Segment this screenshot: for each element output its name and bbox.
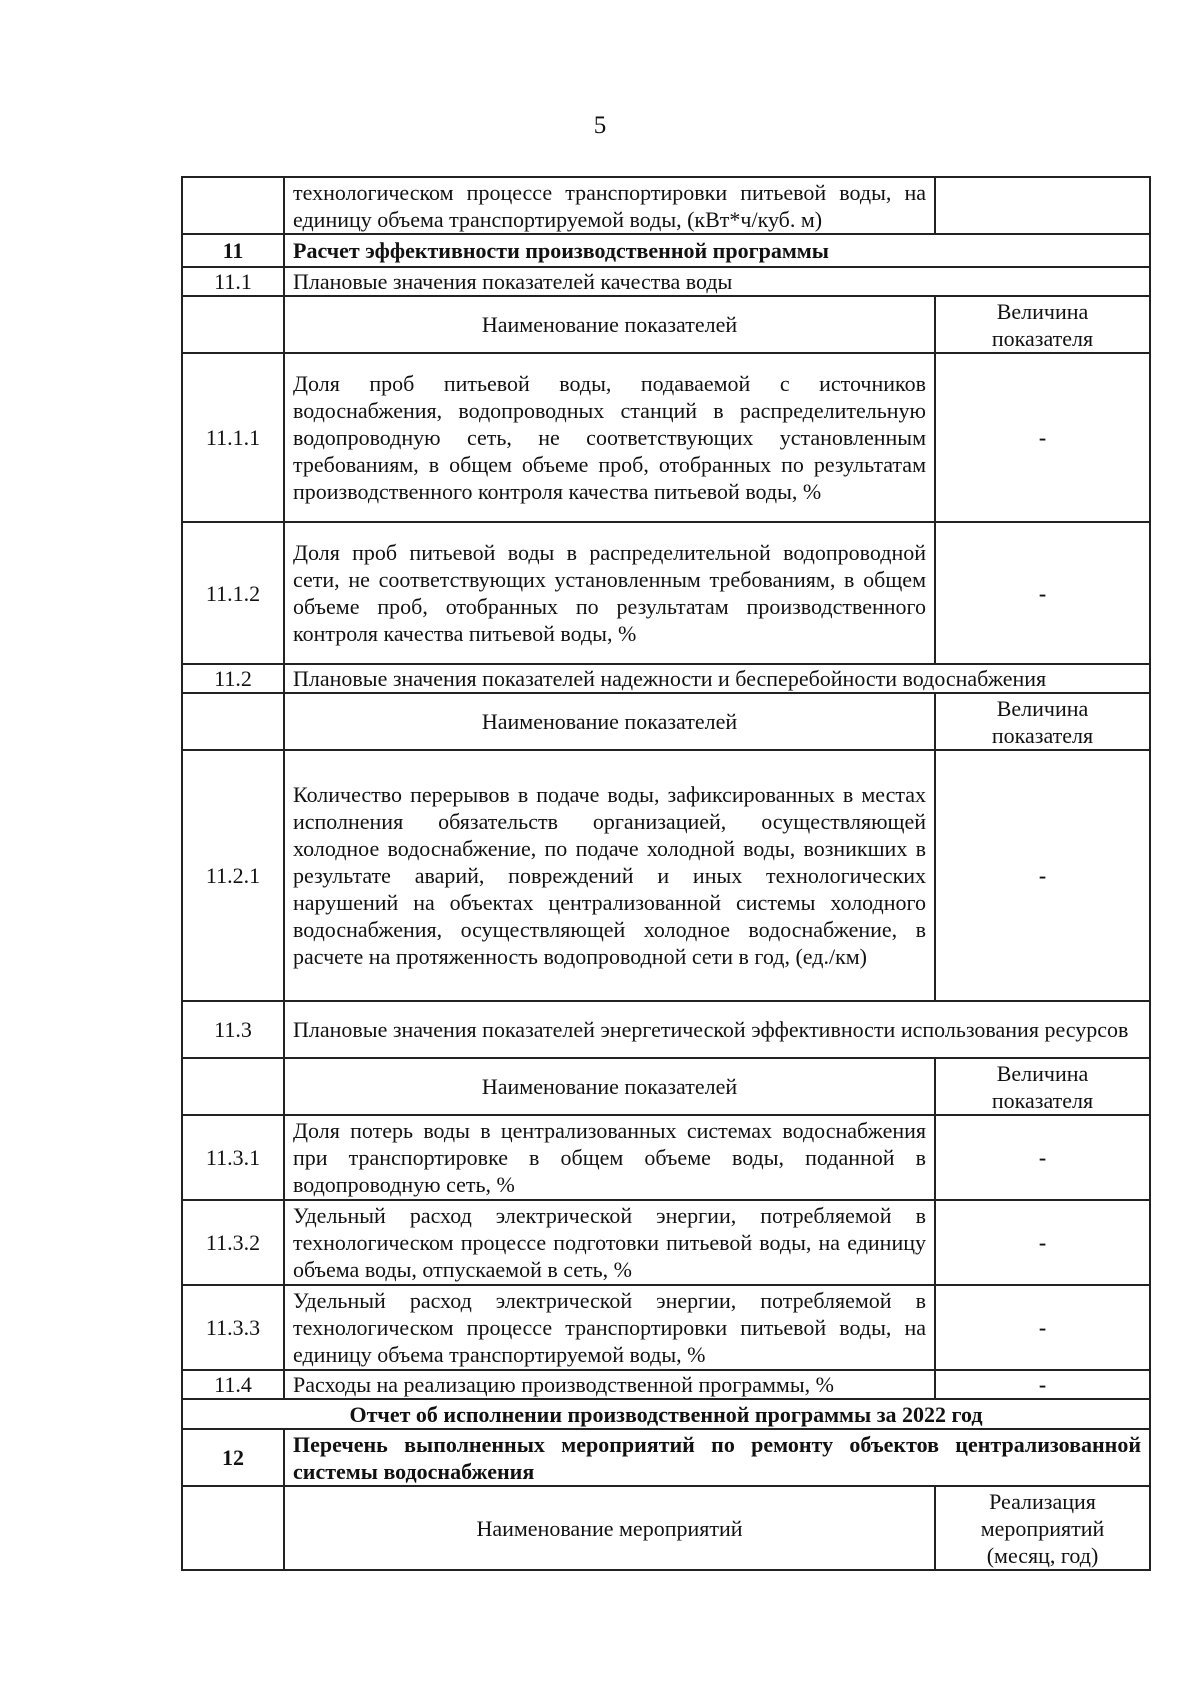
row-number: 11.3.2 [182,1200,284,1285]
table-row [182,177,1150,234]
row-text: Доля проб питьевой воды в распределительной водопроводной сети, не соответствующих установленным требованиям, в общем объеме проб, отобранных по результатам производственного контроля качества питьевой воды, % [284,522,935,664]
row-text: Доля проб питьевой воды, подаваемой с источников водоснабжения, водопроводных станций в распределительную водопроводную сеть, не соответствующих установленным требованиям, в общем объеме проб, отобранных по результатам производственного контроля качества питьевой воды, % [284,353,935,522]
subsection-number: 11.1 [182,267,284,296]
column-header-name: Наименование показателей [284,693,935,750]
report-title: Отчет об исполнении производственной программы за 2022 год [182,1399,1150,1429]
section-number: 12 [182,1429,284,1486]
row-text: Доля потерь воды в централизованных системах водоснабжения при транспортировке в общем объеме воды, поданной в водопроводную сеть, % [284,1115,935,1200]
subsection-row [182,1001,1150,1058]
section-row [182,234,1150,267]
column-header-value: Величина показателя [935,296,1150,353]
table-row [182,353,1150,522]
table-row [182,1370,1150,1399]
table-row [182,1200,1150,1285]
row-value: - [935,1370,1150,1399]
page-number: 5 [593,112,607,139]
row-text: Удельный расход электрической энергии, потребляемой в технологическом процессе подготовки питьевой воды, на единицу объема воды, отпускаемой в сеть, % [284,1200,935,1285]
row-number [182,177,284,234]
row-text: Удельный расход электрической энергии, потребляемой в технологическом процессе транспортировки питьевой воды, на единицу объема транспортируемой воды, % [284,1285,935,1370]
report-title-row [182,1399,1150,1429]
row-number: 11.3.1 [182,1115,284,1200]
section-row [182,1429,1150,1486]
subsection-row [182,664,1150,693]
row-value: - [935,353,1150,522]
row-number: 11.4 [182,1370,284,1399]
header-row [182,693,1150,750]
row-number: 11.3.3 [182,1285,284,1370]
header-row [182,296,1150,353]
header-row [182,1058,1150,1115]
column-header-value: Величина показателя [935,693,1150,750]
subsection-title: Плановые значения показателей надежности и бесперебойности водоснабжения [284,664,1150,693]
row-text: Расходы на реализацию производственной программы, % [284,1370,935,1399]
row-value: - [935,1200,1150,1285]
row-number: 11.2.1 [182,750,284,1001]
subsection-title: Плановые значения показателей качества воды [284,267,1150,296]
section-title: Расчет эффективности производственной программы [284,234,1150,267]
row-text: технологическом процессе транспортировки питьевой воды, на единицу объема транспортируемой воды, (кВт*ч/куб. м) [284,177,935,234]
indicators-table [181,176,1151,1571]
table-row [182,522,1150,664]
row-value: - [935,750,1150,1001]
subsection-number: 11.3 [182,1001,284,1058]
column-header-name: Наименование мероприятий [284,1486,935,1570]
subsection-number: 11.2 [182,664,284,693]
column-header-name: Наименование показателей [284,296,935,353]
column-header-name: Наименование показателей [284,1058,935,1115]
row-value: - [935,1285,1150,1370]
subsection-row [182,267,1150,296]
subsection-title: Плановые значения показателей энергетической эффективности использования ресурсов [284,1001,1150,1058]
column-header-value: Реализация мероприятий (месяц, год) [935,1486,1150,1570]
column-header-value: Величина показателя [935,1058,1150,1115]
table-row [182,1115,1150,1200]
row-number: 11.1.2 [182,522,284,664]
row-value: - [935,1115,1150,1200]
row-value: - [935,522,1150,664]
header-row [182,1486,1150,1570]
table-row [182,1285,1150,1370]
table-row [182,750,1150,1001]
row-text: Количество перерывов в подаче воды, зафиксированных в местах исполнения обязательств организацией, осуществляющей холодное водоснабжение, по подаче холодной воды, возникших в результате аварий, повреждений и иных технологических нарушений на объектах централизованной системы холодного водоснабжения, осуществляющей холодное водоснабжение, в расчете на протяженность водопроводной сети в год, (ед./км) [284,750,935,1001]
row-value [935,177,1150,234]
section-title: Перечень выполненных мероприятий по ремонту объектов централизованной системы водоснабжения [284,1429,1150,1486]
row-number: 11.1.1 [182,353,284,522]
section-number: 11 [182,234,284,267]
